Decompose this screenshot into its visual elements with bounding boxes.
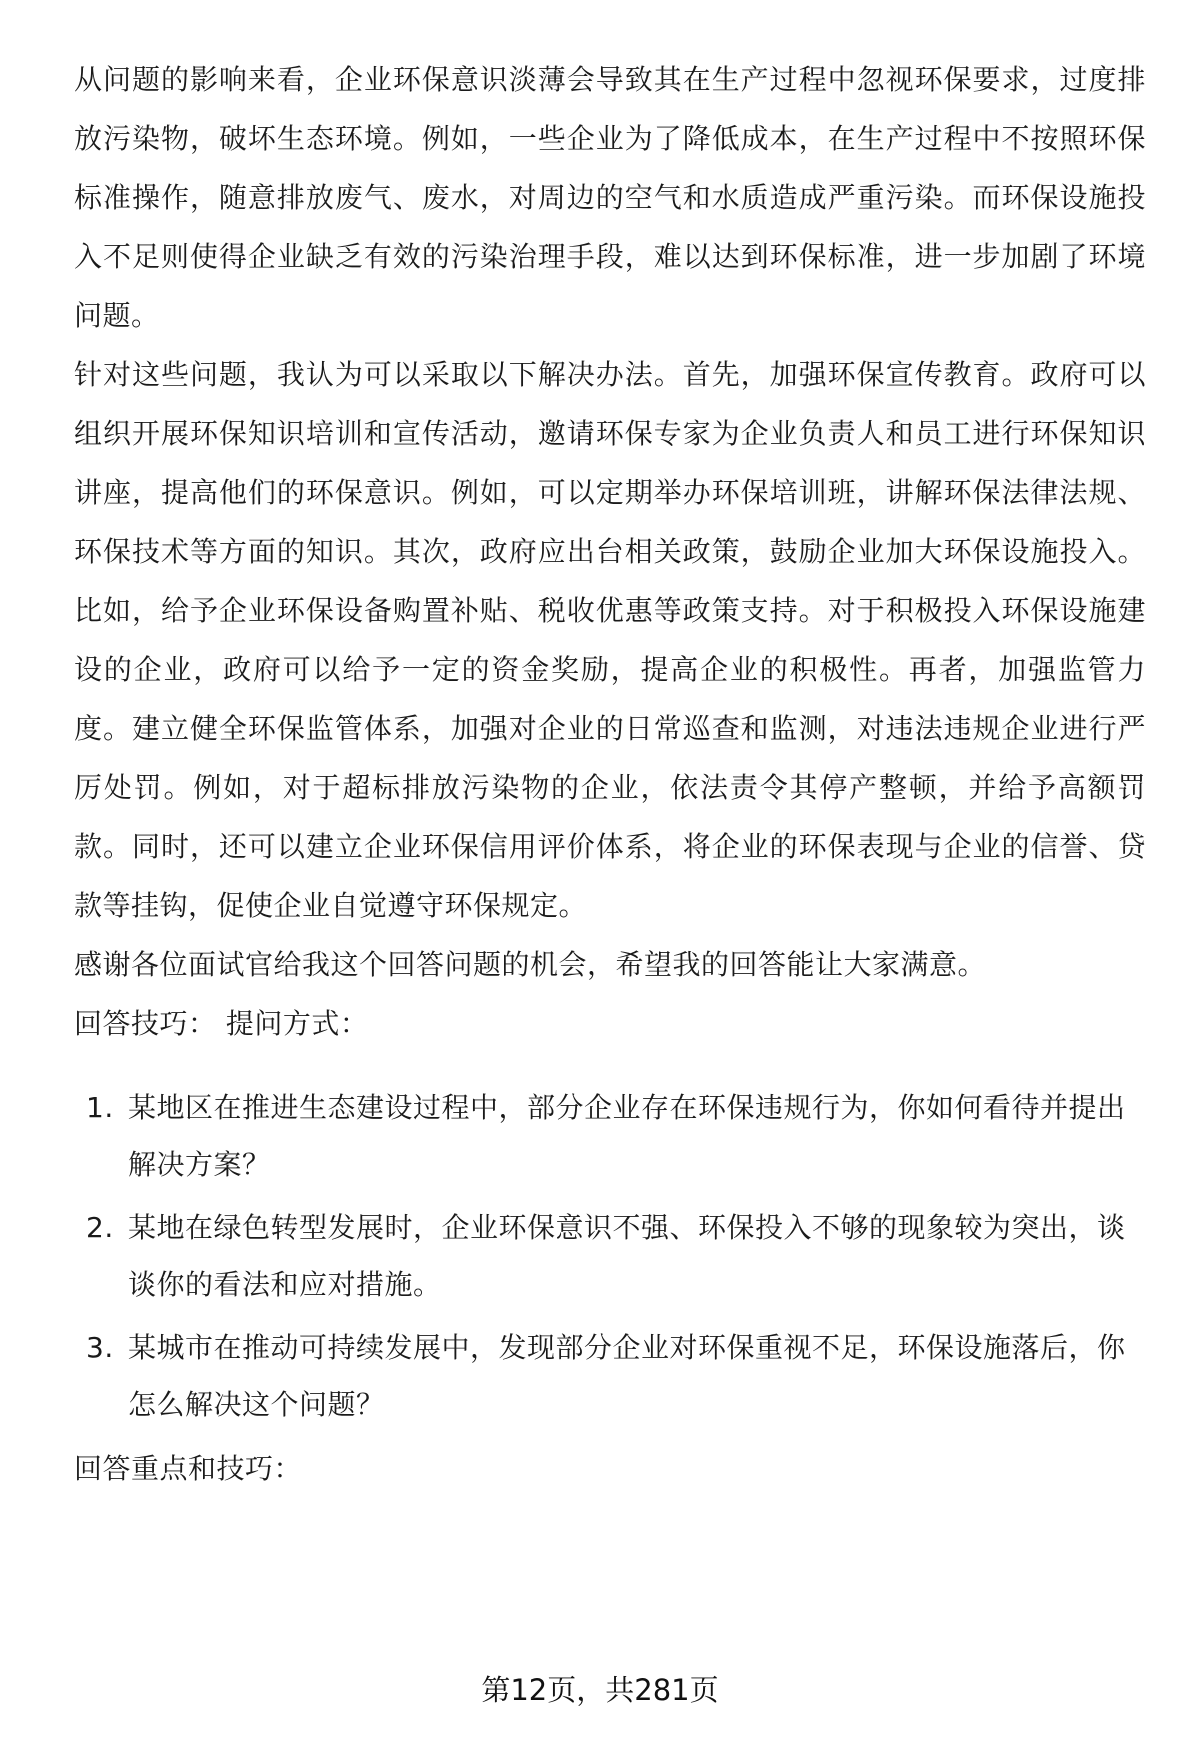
list-number: 2. [86, 1211, 114, 1244]
section-heading-question-style: 回答技巧： 提问方式： [74, 1007, 369, 1040]
list-number: 1. [86, 1091, 114, 1124]
paragraph-solutions: 针对这些问题，我认为可以采取以下解决办法。首先，加强环保宣传教育。政府可以组织开展环保知识培训和宣传活动，邀请环保专家为企业负责人和员工进行环保知识讲座，提高他们的环保意识。例如，可以定期举办环保培训班，讲解环保法律法规、环保技术等方面的知识。其次，政府应出台相关政策，鼓励企业加大环保设施投入。比如，给予企业环保设备购置补贴、税收优惠等政策支持。对于积极投入环保设施建设的企业，政府可以给予一定的资金奖励，提高企业的积极性。再者，加强监管力度。建立健全环保监管体系，加强对企业的日常巡查和监测，对违法违规企业进行严厉处罚。例如，对于超标排放污染物的企业，依法责令其停产整顿，并给予高额罚款。同时，还可以建立企业环保信用评价体系，将企业的环保表现与企业的信誉、贷款等挂钩，促使企业自觉遵守环保规定。 [74, 358, 1146, 922]
list-item-text: 某地区在推进生态建设过程中，部分企业存在环保违规行为，你如何看待并提出解决方案？ [128, 1091, 1126, 1181]
question-list [74, 1079, 1146, 1433]
paragraph-thanks: 感谢各位面试官给我这个回答问题的机会，希望我的回答能让大家满意。 [74, 948, 987, 981]
list-item [74, 1319, 1146, 1433]
list-number: 3. [86, 1331, 114, 1364]
document-page [74, 50, 1146, 1498]
list-item-text: 某城市在推动可持续发展中，发现部分企业对环保重视不足，环保设施落后，你怎么解决这个问题？ [128, 1331, 1126, 1421]
paragraph-impact: 从问题的影响来看，企业环保意识淡薄会导致其在生产过程中忽视环保要求，过度排放污染物，破坏生态环境。例如，一些企业为了降低成本，在生产过程中不按照环保标准操作，随意排放废气、废水，对周边的空气和水质造成严重污染。而环保设施投入不足则使得企业缺乏有效的污染治理手段，难以达到环保标准，进一步加剧了环境问题。 [74, 63, 1146, 332]
list-item-text: 某地在绿色转型发展时，企业环保意识不强、环保投入不够的现象较为突出，谈谈你的看法和应对措施。 [128, 1211, 1126, 1301]
section-heading-key-points: 回答重点和技巧： [74, 1452, 303, 1485]
page-number-footer: 第12页，共281页 [481, 1673, 719, 1707]
list-item [74, 1079, 1146, 1193]
list-item [74, 1199, 1146, 1313]
